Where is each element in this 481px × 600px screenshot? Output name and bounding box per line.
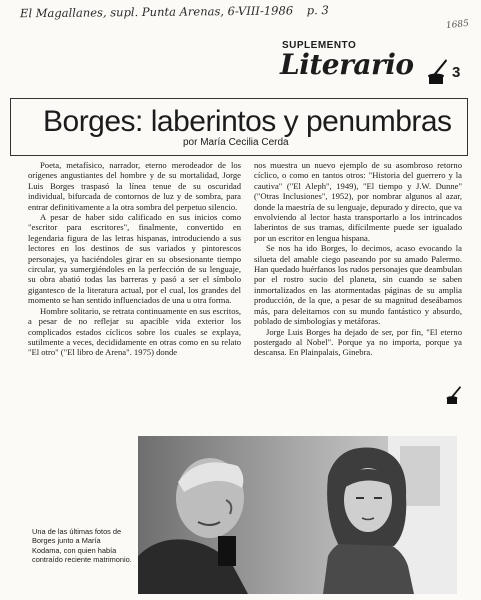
article-column-left <box>28 160 241 358</box>
handwritten-source: El Magallanes, supl. Punta Arenas, 6-VIII-1986 <box>19 3 294 21</box>
inkwell-quill-icon <box>426 58 450 91</box>
article-paragraph: Poeta, metafísico, narrador, eterno merodeador de los orígenes angustiantes del hombre y de su mortalidad, Jorge Luis Borges traspasó la línea tenue de su oscuridad individual, bifurcada de contornos de luz y de sombra, para entrar definitivamente a la otra sombra del perpetuo silencio. <box>28 160 241 212</box>
handwritten-archive-note <box>20 2 460 21</box>
end-of-article-icon <box>446 385 462 410</box>
supplement-masthead <box>280 40 470 100</box>
corner-archive-number: 1685 <box>445 18 470 32</box>
article-paragraph: Hombre solitario, se retrata continuamente en sus escritos, a pesar de no reflejar su apacible vida exterior los complicados estados cíclicos sobre los cuales se explaya, sutilmente a veces, decididamente en otras como en su relato "El otro" ("El libro de Arena". 1975) donde <box>28 305 241 358</box>
photo-caption: Una de las últimas fotos de Borges junto a María Kodama, con quien había contraído reciente matrimonio. <box>32 527 132 565</box>
masthead-page-number: 3 <box>452 64 461 81</box>
article-paragraph: A pesar de haber sido calificado en sus inicios como "escritor para escritores", finalmente, convertido en legendaria figura de las letras hispanas, introduciendo a sus lectores en los destinos de sus variados y pintorescos personajes, ya haciéndoles girar en su obsesionante tiempo circular, ya sumergiéndoles en la perfección de su lenguaje, su obra abatió todas las barreras y pasó a ser el símbolo gigantesco de la literatura actual, por el cual, los grandes del momento se han sentido influenciados de una u otra forma. <box>28 212 241 306</box>
headline-box <box>10 98 468 156</box>
masthead-kicker: SUPLEMENTO <box>282 40 357 51</box>
article-column-right <box>254 160 462 358</box>
masthead-title: Literario <box>280 48 414 81</box>
article-title: Borges: laberintos y penumbras <box>43 105 452 138</box>
article-paragraph: Jorge Luis Borges ha dejado de ser, por fin, "El eterno postergado al Nobel". Porque ya no importa, porque ya descansa. En Plainpalais, Ginebra. <box>254 326 462 358</box>
article-byline: por María Cecilia Cerda <box>183 137 289 148</box>
handwritten-page: p. 3 <box>306 3 329 18</box>
article-paragraph: nos muestra un nuevo ejemplo de su asombroso retorno cíclico, o como en tantos otros: "Historia del guerrero y la cautiva" ("El Aleph", 1949), "El tiempo y J.W. Dunne" ("Otras Inclusiones", 1952), por nombrar algunos al azar, donde la maestría de su lenguaje, depurado y directo, que va envolviendo al lector hasta transportarlo a los intrincados laberintos de sus tramas, difícilmente puede ser igualado por un escritor en lengua hispana. <box>254 160 462 243</box>
article-paragraph: Se nos ha ido Borges, lo decimos, acaso evocando la silueta del amable ciego paseando por su amado Palermo. Han quedado huérfanos los rudos personajes que deambulan por el rostro sucio del planeta, sin cuando se saben inmortalizados en las atormentadas páginas de su amplia producción, de la que, a pesar de su magnitud deseábamos más, para deleitarnos con su mundo fantástico y absurdo, poblado de simbologías y metáforas. <box>254 243 462 327</box>
borges-kodama-photo <box>138 436 457 594</box>
